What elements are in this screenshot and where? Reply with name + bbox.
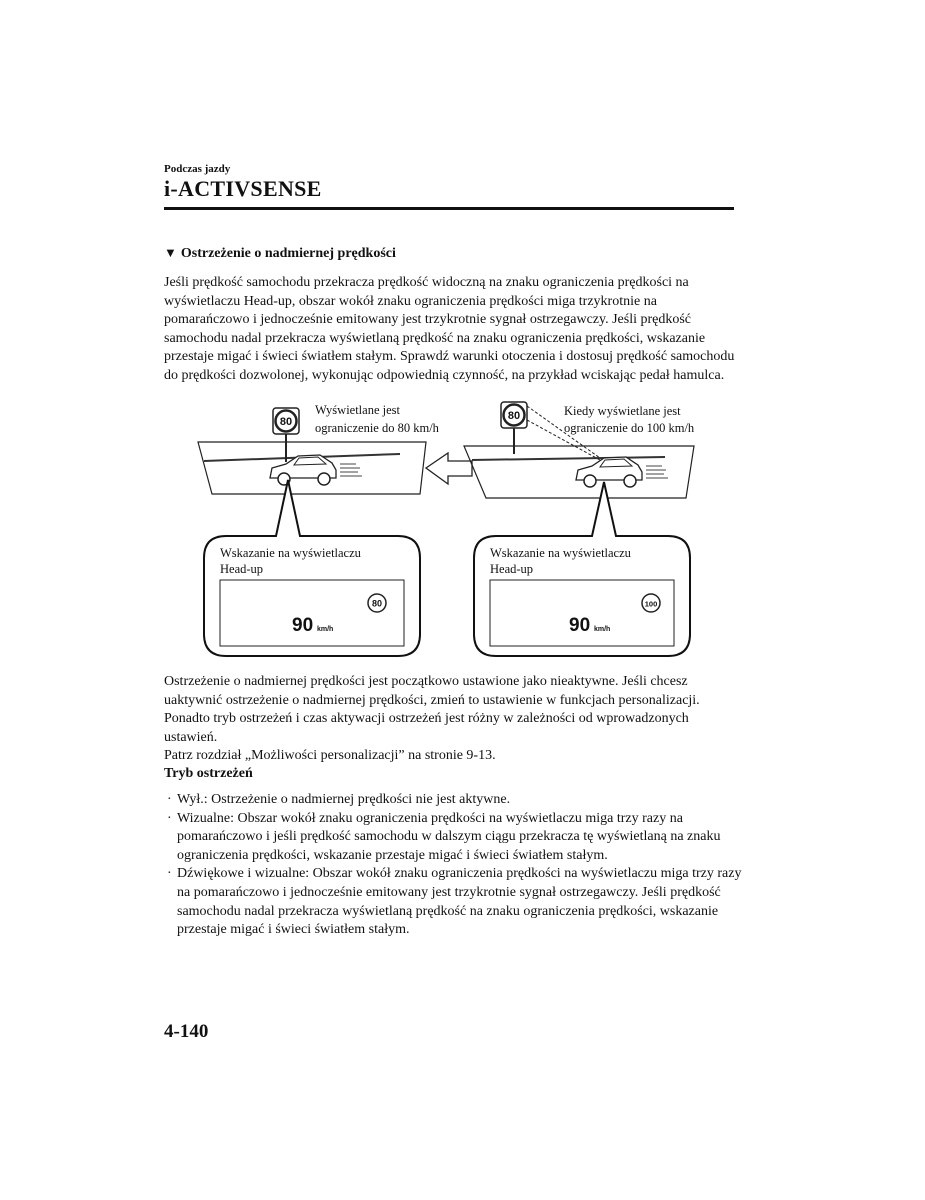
page-number: 4-140: [164, 1021, 209, 1042]
left-hud-label-line1: Wskazanie na wyświetlaczu: [220, 546, 361, 560]
left-hud-label-line2: Head-up: [220, 562, 264, 576]
paragraph-intro-text: Jeśli prędkość samochodu przekracza prędkość widoczną na znaku ograniczenia prędkości na wyświetlaczu Head-up, obszar wokół znaku ograniczenia prędkości miga trzykrotnie na pomarańczowo i jednocześnie emitowany jest trzykrotnie sygnał ostrzegawczy. Jeśli prędkość samochodu nadal przekracza wyświetlaną prędkość na znaku ograniczenia prędkości, wskazanie przestaje migać i świeci światłem stałym. Sprawdź warunki otoczenia i dostosuj prędkość samochodu do prędkości dozwolonej, wykonując odpowiednią czynność, na przykład wciskając pedał hamulca.: [164, 275, 735, 383]
right-hud-display: [490, 580, 674, 646]
page-title: i-ACTIVSENSE: [164, 176, 322, 201]
paragraph-settings-text: Ostrzeżenie o nadmiernej prędkości jest początkowo ustawione jako nieaktywne. Jeśli chcesz uaktywnić ostrzeżenie o nadmiernej prędkości, zmień to ustawienie w funkcjach personalizacji. Ponadto tryb ostrzeżeń i czas aktywacji ostrzeżeń jest różny w zależności od wprowadzonych ustawień.: [164, 674, 700, 745]
right-hud-speed: 90: [569, 615, 591, 636]
left-caption-line2: ograniczenie do 80 km/h: [315, 421, 439, 435]
cross-reference: Patrz rozdział „Możliwości personalizacji” na stronie 9-13.: [164, 748, 496, 764]
left-car-icon: [270, 455, 362, 485]
triangle-down-icon: ▼: [164, 245, 177, 260]
title-divider: [164, 207, 734, 210]
right-caption-line2: ograniczenie do 100 km/h: [564, 421, 695, 435]
modes-heading: Tryb ostrzeżeń: [164, 766, 253, 781]
paragraph-settings: [164, 673, 744, 766]
subheading: [164, 245, 396, 262]
mode-visual: · Wizualne: Obszar wokół znaku ograniczenia prędkości na wyświetlaczu miga trzy razy na pomarańczowo i jeśli prędkość samochodu w dalszym ciągu przekracza tę wyświetlaną na znaku ograniczenia prędkości, wskazanie przestaje migać i świeci światłem stałym.: [164, 810, 744, 866]
left-hud-speed: 90: [292, 615, 314, 636]
left-caption-line1: Wyświetlane jest: [315, 403, 400, 417]
left-hud-sign-value: 80: [371, 598, 383, 609]
right-lane-line: [472, 457, 665, 460]
modes-list: [164, 791, 744, 940]
left-arrow-icon: [426, 453, 472, 484]
section-label: Podczas jazdy: [164, 163, 231, 175]
mode-off: · Wył.: Ostrzeżenie o nadmiernej prędkości nie jest aktywne.: [164, 791, 744, 810]
subheading-text: Ostrzeżenie o nadmiernej prędkości: [180, 246, 396, 261]
left-hud-display: [220, 580, 404, 646]
speed-warning-figure: [190, 398, 735, 660]
right-sign-value: 80: [507, 410, 521, 422]
left-hud-unit: km/h: [317, 626, 334, 633]
right-caption-line1: Kiedy wyświetlane jest: [564, 404, 681, 418]
left-sign-value: 80: [279, 416, 293, 428]
right-scene: [464, 402, 695, 498]
left-hud-callout: [204, 480, 420, 656]
mode-audio-visual: · Dźwiękowe i wizualne: Obszar wokół znaku ograniczenia prędkości na wyświetlaczu miga trzy razy na pomarańczowo i jednocześnie emitowany jest trzykrotnie sygnał ostrzegawczy. Jeśli prędkość samochodu nadal przekracza wyświetlaną prędkość na znaku ograniczenia prędkości, wskazanie przestaje migać i świeci światłem stałym.: [164, 865, 744, 939]
right-hud-callout: [474, 482, 690, 656]
paragraph-intro: [164, 274, 744, 386]
right-hud-unit: km/h: [594, 626, 611, 633]
left-scene: [198, 403, 440, 494]
right-car-icon: [576, 457, 668, 487]
right-hud-sign-value: 100: [644, 599, 658, 609]
right-hud-label-line1: Wskazanie na wyświetlaczu: [490, 546, 631, 560]
right-hud-label-line2: Head-up: [490, 562, 534, 576]
